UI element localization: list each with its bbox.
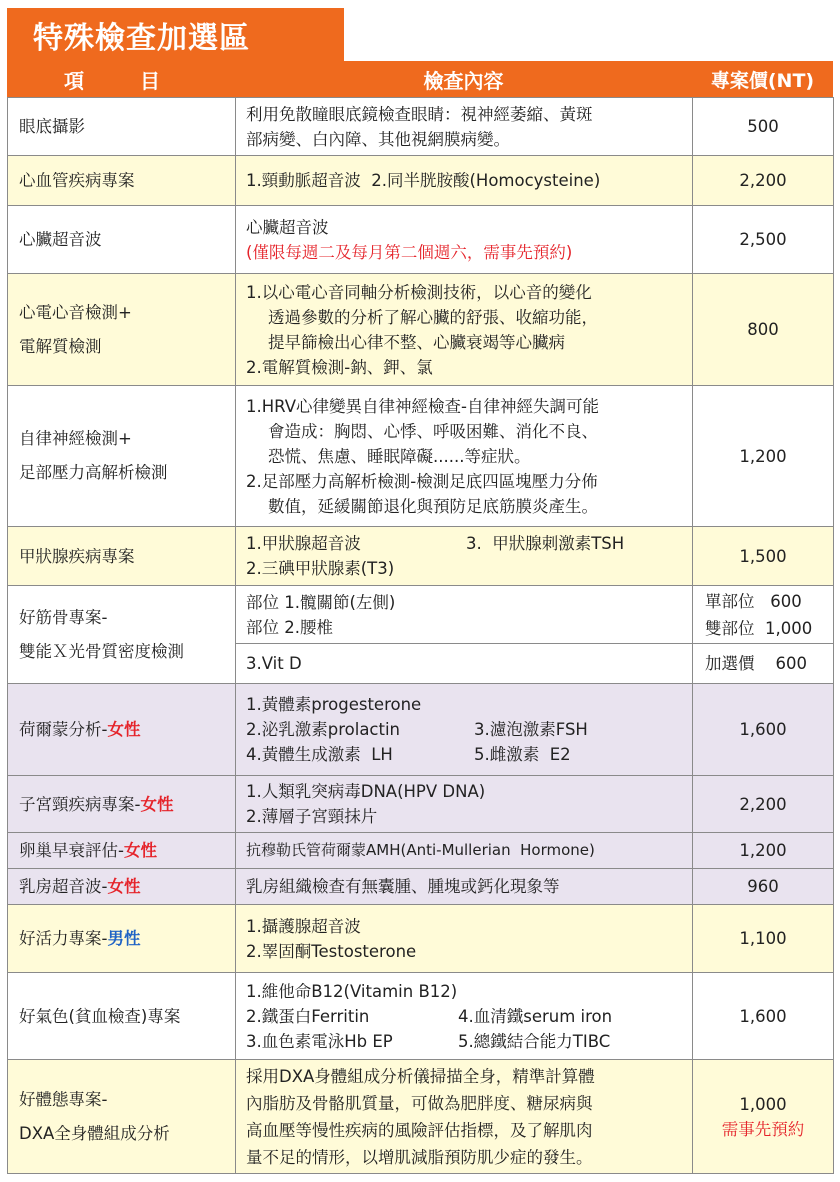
- item-name: 心臟超音波: [8, 206, 236, 274]
- reservation-note: (僅限每週二及每月第二個週六，需事先預約): [246, 242, 573, 262]
- item-price: 1,000 需事先預約: [693, 1060, 834, 1174]
- table-row: [8, 973, 834, 1060]
- item-name: 好體態專案- DXA全身體組成分析: [8, 1060, 236, 1174]
- header-price: 專案價(NT): [710, 69, 815, 92]
- item-name: 眼底攝影: [8, 98, 236, 156]
- item-price: 2,500: [693, 206, 834, 274]
- item-content: 1.HRV心律變異自律神經檢查-自律神經失調可能 會造成：胸悶、心悸、呼吸困難、消化不良、 恐慌、焦慮、睡眠障礙......等症狀。 2.足部壓力高解析檢測-檢測足底四區塊壓力分佈 數值，延緩關節退化與預防足底筋膜炎產生。: [236, 386, 693, 527]
- item-content: 心臟超音波 (僅限每週二及每月第二個週六，需事先預約): [236, 206, 693, 274]
- male-tag: 男性: [107, 929, 141, 948]
- female-tag: 女性: [107, 877, 141, 896]
- table-row: [8, 156, 834, 206]
- item-price: 1,200: [693, 386, 834, 527]
- table-row: [8, 274, 834, 386]
- item-content: 1.甲狀腺超音波 3. 甲狀腺刺激素TSH 2.三碘甲狀腺素(T3): [236, 527, 693, 586]
- item-price: 960: [693, 869, 834, 905]
- table-row: [8, 1060, 834, 1174]
- reservation-note: 需事先預約: [721, 1119, 805, 1139]
- item-price: 500: [693, 98, 834, 156]
- table-row: [8, 527, 834, 586]
- item-name: 甲狀腺疾病專案: [8, 527, 236, 586]
- item-name: 好氣色(貧血檢查)專案: [8, 973, 236, 1060]
- page-title: 特殊檢查加選區: [7, 8, 344, 61]
- item-name: 子宮頸疾病專案-女性: [8, 776, 236, 833]
- item-content: 3.Vit D: [236, 644, 693, 684]
- female-tag: 女性: [140, 794, 174, 814]
- item-name: 荷爾蒙分析-女性: [8, 684, 236, 776]
- item-price: 1,600: [693, 973, 834, 1060]
- table-header: [7, 61, 833, 97]
- exam-table: [7, 97, 834, 1174]
- table-row: [8, 905, 834, 973]
- item-price: 1,200: [693, 833, 834, 869]
- header-content: 檢查內容: [423, 68, 504, 93]
- item-price: 800: [693, 274, 834, 386]
- item-name: 乳房超音波-女性: [8, 869, 236, 905]
- item-content: 抗穆勒氏管荷爾蒙AMH(Anti-Mullerian Hormone): [236, 833, 693, 869]
- item-name: 心血管疾病專案: [8, 156, 236, 206]
- item-content: 採用DXA身體組成分析儀掃描全身，精準計算體 內脂肪及骨骼肌質量，可做為肥胖度、糖尿病與 高血壓等慢性疾病的風險評估指標，及了解肌肉 量不足的情形，以增肌減脂預防肌少症的發生。: [236, 1060, 693, 1174]
- table-row: [8, 869, 834, 905]
- item-content: 1.人類乳突病毒DNA(HPV DNA) 2.薄層子宮頸抹片: [236, 776, 693, 833]
- table-row: [8, 684, 834, 776]
- item-content: 利用免散瞳眼底鏡檢查眼睛：視神經萎縮、黃斑 部病變、白內障、其他視網膜病變。: [236, 98, 693, 156]
- item-name: 好筋骨專案- 雙能Ｘ光骨質密度檢測: [8, 586, 236, 684]
- table-row: [8, 586, 834, 644]
- item-content: 乳房組織檢查有無囊腫、腫塊或鈣化現象等: [236, 869, 693, 905]
- item-name: 心電心音檢測+ 電解質檢測: [8, 274, 236, 386]
- item-content: 1.黃體素progesterone 2.泌乳激素prolactin 3.濾泡激素FSH 4.黃體生成激素 LH 5.雌激素 E2: [236, 684, 693, 776]
- item-content: 部位 1.髖關節(左側) 部位 2.腰椎: [236, 586, 693, 644]
- item-content: 1.以心電心音同軸分析檢測技術，以心音的變化 透過參數的分析了解心臟的舒張、收縮功能， 提早篩檢出心律不整、心臟衰竭等心臟病 2.電解質檢測-鈉、鉀、氯: [236, 274, 693, 386]
- table-row: [8, 206, 834, 274]
- item-name: 好活力專案-男性: [8, 905, 236, 973]
- table-row: [8, 776, 834, 833]
- item-content: 1.攝護腺超音波 2.睪固酮Testosterone: [236, 905, 693, 973]
- female-tag: 女性: [107, 720, 141, 739]
- table-row: [8, 98, 834, 156]
- item-price: 2,200: [693, 776, 834, 833]
- item-name: 卵巢早衰評估-女性: [8, 833, 236, 869]
- item-price: 單部位 600 雙部位 1,000: [693, 586, 834, 644]
- item-price: 加選價 600: [693, 644, 834, 684]
- female-tag: 女性: [123, 841, 157, 860]
- item-content: 1.維他命B12(Vitamin B12) 2.鐵蛋白Ferritin 4.血清鐵serum iron 3.血色素電泳Hb EP 5.總鐵結合能力TIBC: [236, 973, 693, 1060]
- header-item: 項 目: [64, 68, 178, 93]
- item-price: 1,600: [693, 684, 834, 776]
- table-row: [8, 386, 834, 527]
- item-content: 1.頸動脈超音波 2.同半胱胺酸(Homocysteine): [236, 156, 693, 206]
- item-price: 1,500: [693, 527, 834, 586]
- item-price: 1,100: [693, 905, 834, 973]
- table-row: [8, 833, 834, 869]
- item-name: 自律神經檢測+ 足部壓力高解析檢測: [8, 386, 236, 527]
- item-price: 2,200: [693, 156, 834, 206]
